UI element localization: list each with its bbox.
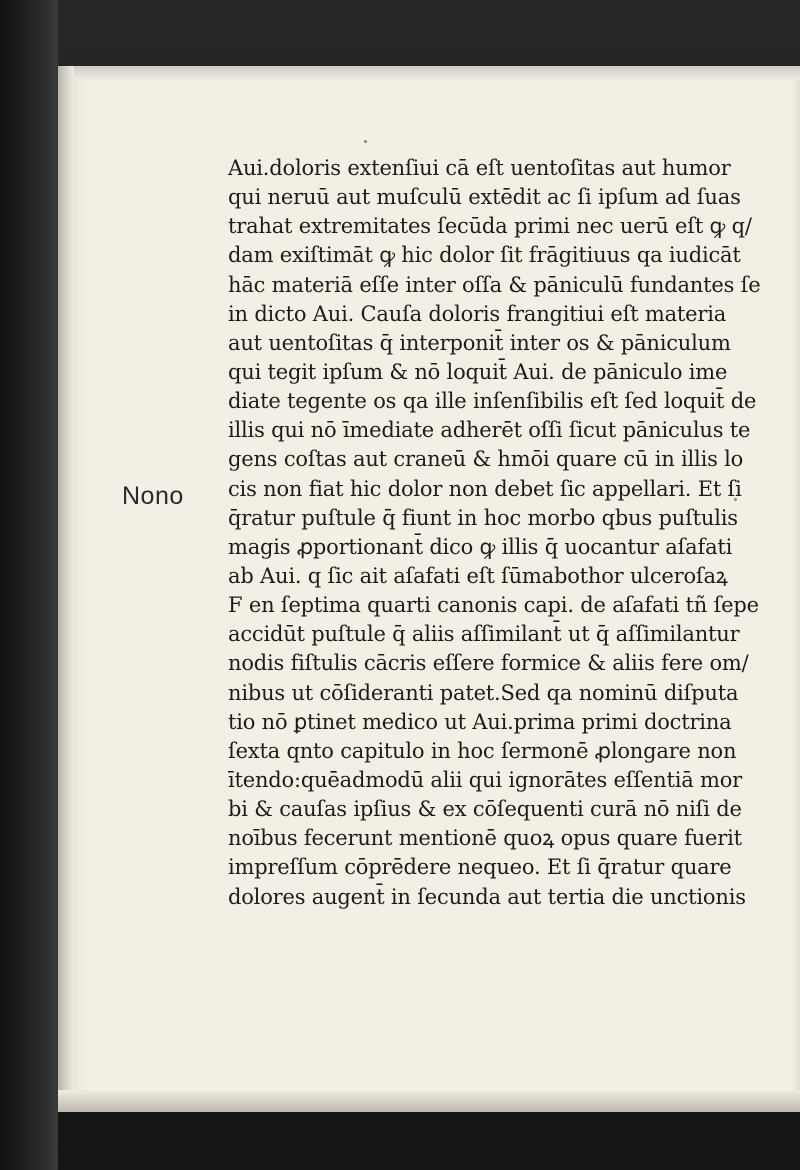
text-line: q̄ratur puſtule q̄ fiunt in hoc morbo qbus puſtulis — [228, 505, 738, 530]
text-line: ītendo:quēadmodū alii qui ignorātes eſſentiā mor — [228, 767, 743, 792]
text-line: magis ꝓportionant̄ dico ꝙ illis q̄ uocantur aſafati — [228, 534, 733, 559]
text-line: impreſſum cōprēdere nequeo. Et ſi q̄ratur quare — [228, 855, 732, 880]
main-text-block — [228, 154, 768, 912]
text-line: ab Aui. q ſic ait aſafati eſt ſūmabothor ulceroſaꝝ — [228, 563, 728, 588]
page-edge-left — [58, 66, 74, 1112]
text-line: hāc materiā eſſe inter oſſa & pāniculū fundantes ſe — [228, 272, 761, 297]
ink-speck — [364, 140, 367, 143]
text-line: aut uentoſitas q̄ interponit̄ inter os & pāniculum — [228, 330, 731, 355]
text-line: bi & cauſas ipſius & ex cōſequenti curā nō niſi de — [228, 797, 742, 822]
text-line: cis non fiat hic dolor non debet ſic appellari. Et ſi — [228, 476, 742, 501]
marginal-note: Nono — [122, 482, 184, 510]
text-line: gens coſtas aut craneū & hmōi quare cū in illis lo — [228, 447, 744, 472]
page-edge-bottom — [58, 1090, 800, 1112]
text-line: in dicto Aui. Cauſa doloris frangitiui eſt materia — [228, 301, 727, 326]
text-line: nibus ut cōſideranti patet.Sed qa nominū diſputa — [228, 680, 739, 705]
text-line: tio nō ꝑtinet medico ut Aui.prima primi doctrina — [228, 709, 732, 734]
text-line: illis qui nō īmediate adherēt oſſi ſicut pāniculus te — [228, 418, 751, 443]
page-edge-top — [58, 66, 800, 80]
text-line: noībus fecerunt mentionē quoꝝ opus quare fuerit — [228, 826, 742, 851]
text-line: Aui.doloris extenſiui cā eſt uentoſitas aut humor — [228, 156, 731, 180]
text-line: F en ſeptima quarti canonis capi. de aſafati tñ ſepe — [228, 593, 759, 618]
book-page — [58, 66, 800, 1112]
binding-shadow — [0, 0, 58, 1170]
text-line: accidūt puſtule q̄ aliis aſſimilant̄ ut q̄ aſſimilantur — [228, 622, 740, 647]
text-line: trahat extremitates ſecūda primi nec uerū eſt ꝙ q/ — [228, 214, 752, 239]
text-line: dam exiſtimāt ꝙ hic dolor ſit frāgitiuus qa iudicāt — [228, 243, 741, 268]
text-line: qui neruū aut muſculū extēdit ac ſi ipſum ad ſuas — [228, 185, 741, 210]
text-line: dolores augent̄ in ſecunda aut tertia die unctionis — [228, 884, 746, 909]
text-line: diate tegente os qa ille inſenſibilis eſt ſed loquit̄ de — [228, 389, 757, 414]
text-line: ſexta qnto capitulo in hoc ſermonē ꝓlongare non — [228, 738, 737, 763]
text-line: qui tegit ipſum & nō loquit̄ Aui. de pāniculo ime — [228, 359, 728, 384]
text-line: nodis fiſtulis cācris eſſere formice & aliis fere om/ — [228, 651, 749, 676]
